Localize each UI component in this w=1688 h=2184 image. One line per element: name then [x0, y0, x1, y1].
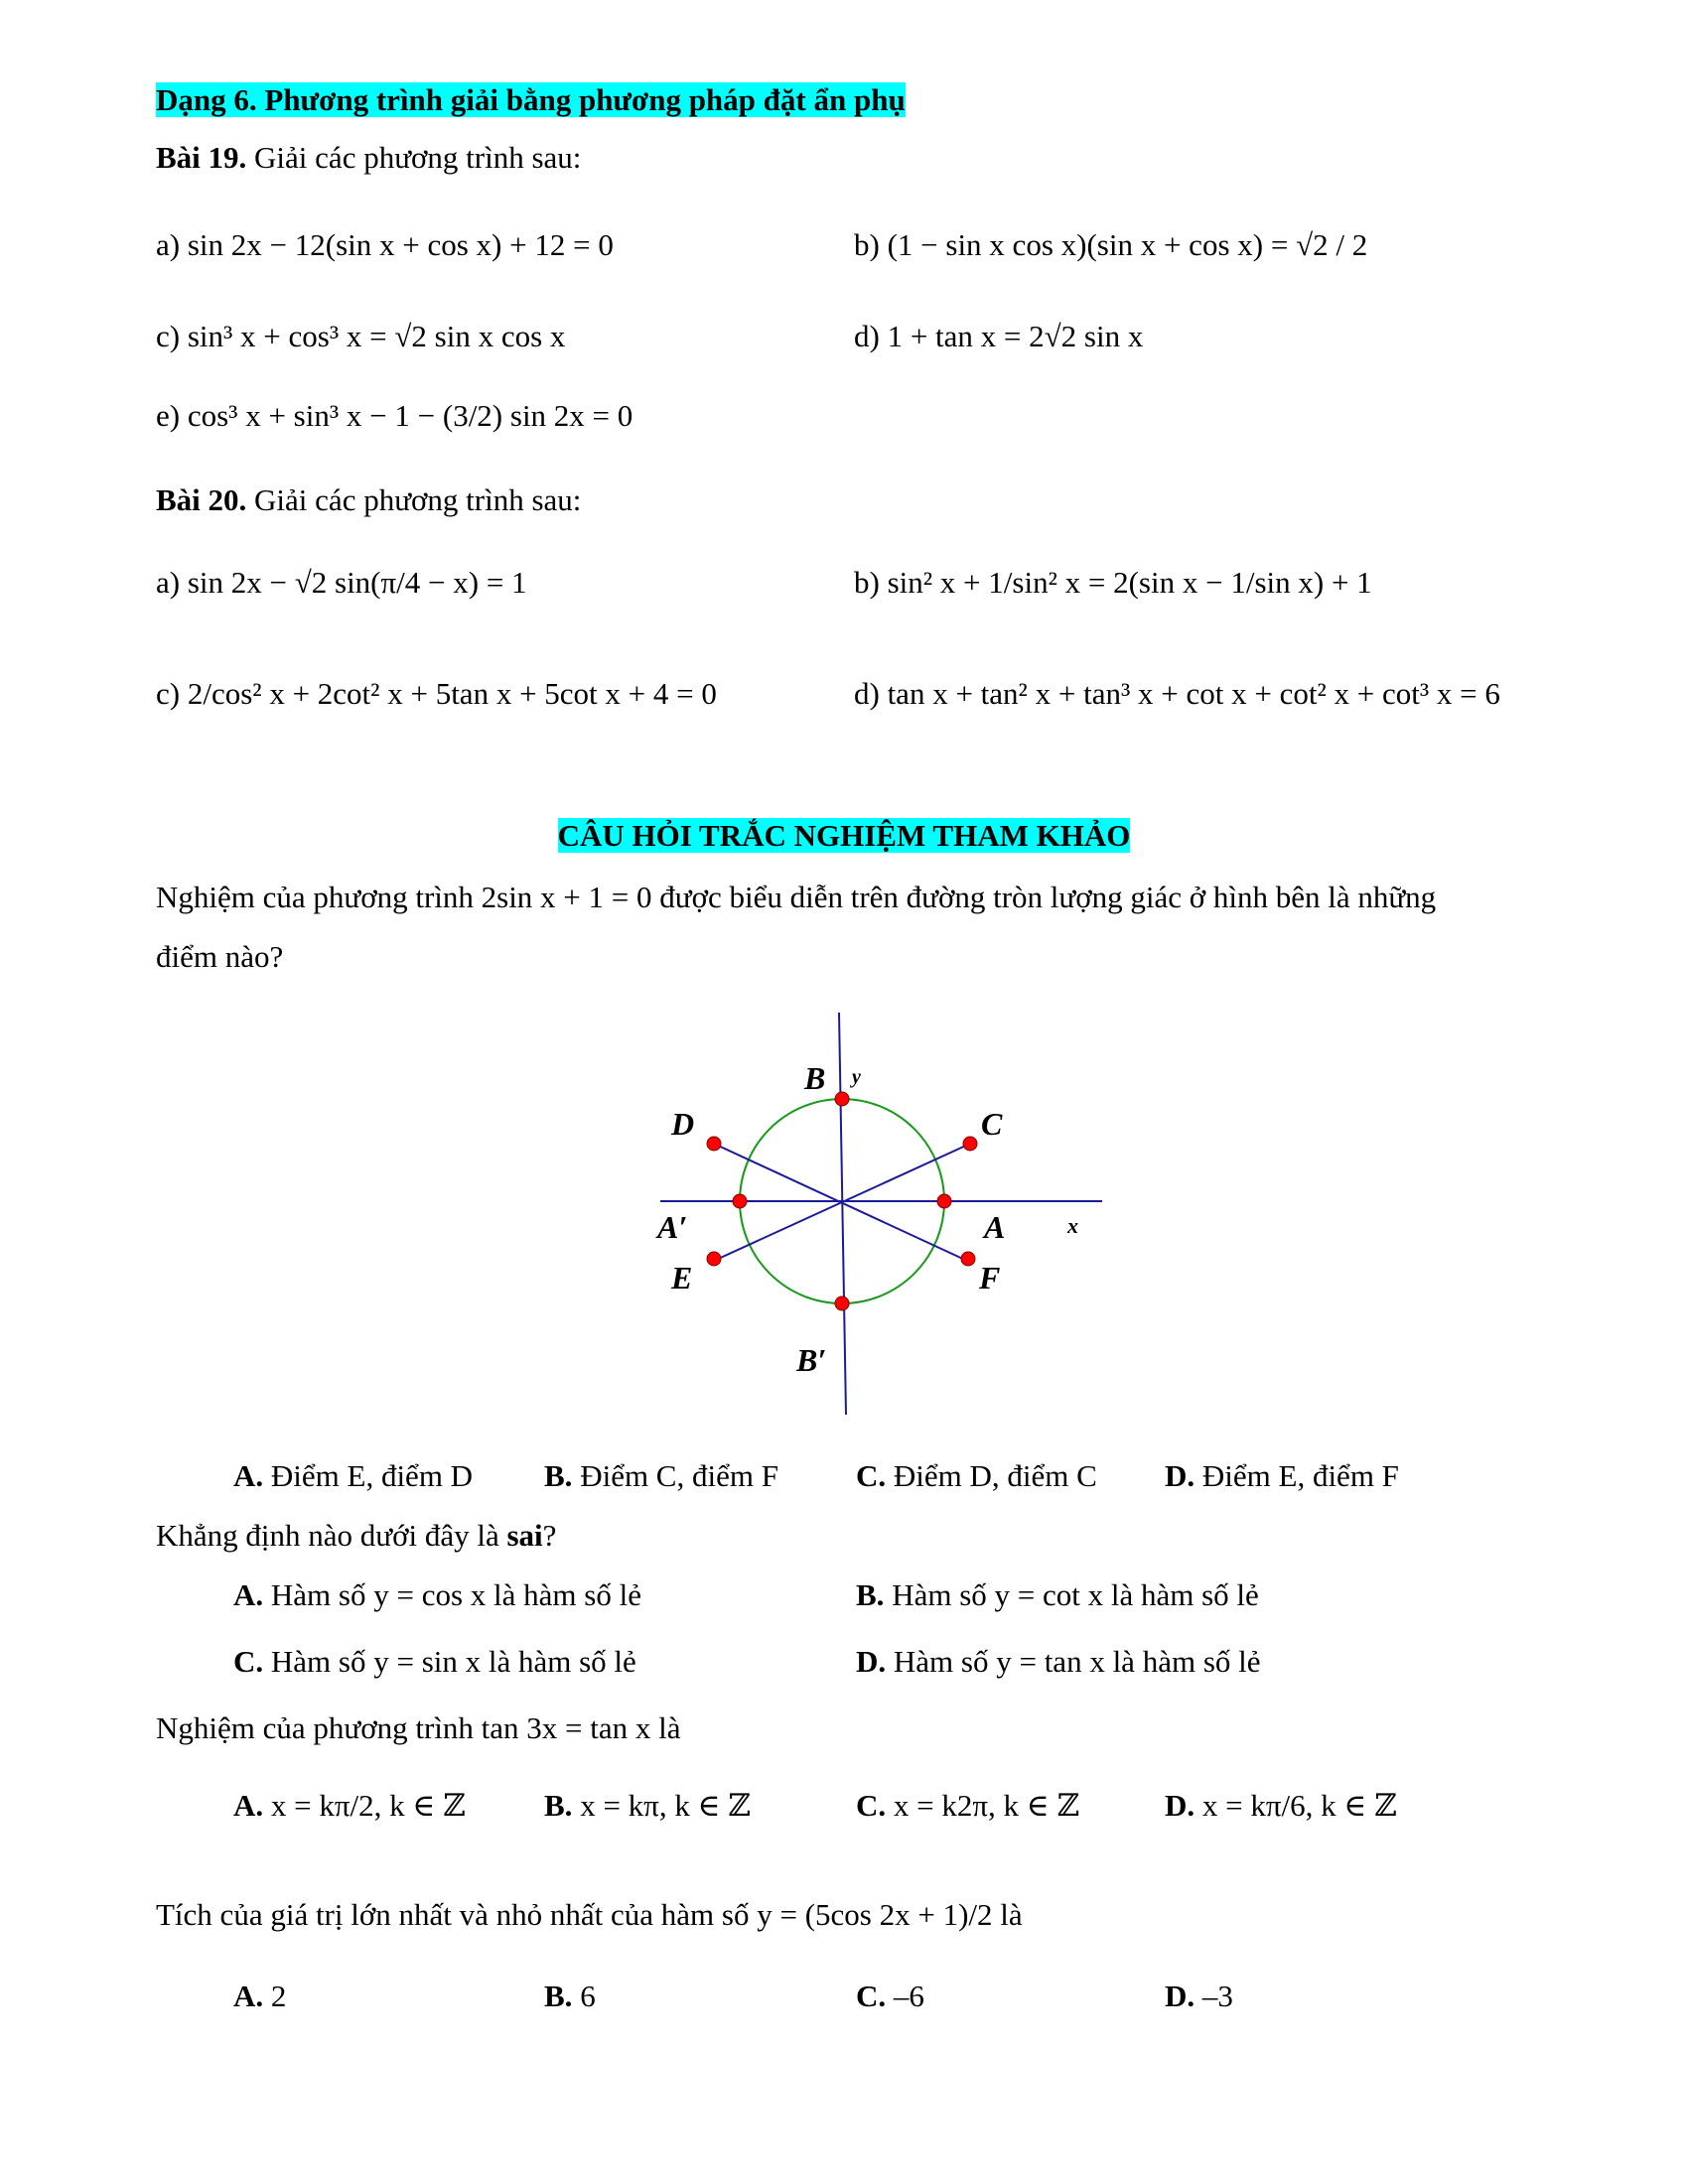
bai20-d: d) tan x + tan² x + tan³ x + cot x + cot² x + cot³ x = 6: [854, 676, 1500, 711]
label-A-prime: A′: [657, 1209, 688, 1245]
q3-option-d[interactable]: D. x = kπ/6, k ∈ ℤ: [1165, 1788, 1397, 1823]
bai20-a: a) sin 2x − √2 sin(π/4 − x) = 1: [156, 565, 527, 600]
q2-option-c[interactable]: C. Hàm số y = sin x là hàm số lẻ: [233, 1644, 636, 1679]
bai19-e: e) cos³ x + sin³ x − 1 − (3/2) sin 2x = 0: [156, 398, 633, 433]
q3-option-a[interactable]: A. x = kπ/2, k ∈ ℤ: [233, 1788, 466, 1823]
q1-option-b[interactable]: B. Điểm C, điểm F: [544, 1458, 778, 1493]
q3-stem: Nghiệm của phương trình tan 3x = tan x là: [156, 1710, 681, 1745]
label-A: A: [984, 1209, 1006, 1245]
bai20-c: c) 2/cos² x + 2cot² x + 5tan x + 5cot x + 4 = 0: [156, 676, 717, 711]
label-E: E: [671, 1260, 693, 1296]
q2-stem: Khẳng định nào dưới đây là sai?: [156, 1518, 557, 1553]
q1-stem-line1: Nghiệm của phương trình 2sin x + 1 = 0 được biểu diễn trên đường tròn lượng giác ở hình bên là những: [156, 880, 1437, 914]
bai19-b: b) (1 − sin x cos x)(sin x + cos x) = √2 / 2: [854, 227, 1368, 262]
bai20-heading: Bài 20. Giải các phương trình sau:: [156, 482, 582, 517]
q4-option-b[interactable]: B. 6: [544, 1979, 596, 2013]
y-axis-line: [839, 1013, 846, 1415]
point-A: [937, 1194, 951, 1208]
bai20-b: b) sin² x + 1/sin² x = 2(sin x − 1/sin x) + 1: [854, 565, 1372, 600]
q2-option-b[interactable]: B. Hàm số y = cot x là hàm số lẻ: [856, 1577, 1259, 1612]
point-F: [961, 1252, 975, 1266]
unit-circle-figure: [635, 1008, 1112, 1425]
label-B-prime: B′: [796, 1342, 827, 1378]
q4-option-a[interactable]: A. 2: [233, 1979, 287, 2013]
section-title: Dạng 6. Phương trình giải bằng phương pháp đặt ẩn phụ: [156, 82, 906, 117]
point-E: [707, 1252, 721, 1266]
label-x: x: [1067, 1213, 1078, 1238]
bai19-a: a) sin 2x − 12(sin x + cos x) + 12 = 0: [156, 227, 614, 262]
q4-option-d[interactable]: D. –3: [1165, 1979, 1233, 2013]
q1-option-d[interactable]: D. Điểm E, điểm F: [1165, 1458, 1399, 1493]
label-D: D: [671, 1106, 695, 1142]
point-A-prime: [733, 1194, 747, 1208]
point-B-prime: [835, 1297, 849, 1310]
point-D: [707, 1137, 721, 1151]
bai19-heading: Bài 19. Giải các phương trình sau:: [156, 140, 582, 175]
q1-option-a[interactable]: A. Điểm E, điểm D: [233, 1458, 474, 1493]
q2-option-d[interactable]: D. Hàm số y = tan x là hàm số lẻ: [856, 1644, 1261, 1679]
q1-option-c[interactable]: C. Điểm D, điểm C: [856, 1458, 1097, 1493]
q4-option-c[interactable]: C. –6: [856, 1979, 924, 2013]
label-C: C: [981, 1106, 1003, 1142]
label-F: F: [979, 1260, 1001, 1296]
bai19-d: d) 1 + tan x = 2√2 sin x: [854, 319, 1144, 353]
q4-stem: Tích của giá trị lớn nhất và nhỏ nhất của hàm số y = (5cos 2x + 1)/2 là: [156, 1897, 1023, 1932]
point-C: [963, 1137, 977, 1151]
mcq-title: CÂU HỎI TRẮC NGHIỆM THAM KHẢO: [557, 818, 1131, 853]
q2-option-a[interactable]: A. Hàm số y = cos x là hàm số lẻ: [233, 1577, 641, 1612]
q3-option-b[interactable]: B. x = kπ, k ∈ ℤ: [544, 1788, 751, 1823]
label-B: B: [804, 1060, 826, 1096]
label-y: y: [852, 1066, 861, 1088]
point-B: [835, 1092, 849, 1106]
bai19-c: c) sin³ x + cos³ x = √2 sin x cos x: [156, 319, 566, 353]
q1-stem-line2: điểm nào?: [156, 939, 284, 974]
q3-option-c[interactable]: C. x = k2π, k ∈ ℤ: [856, 1788, 1080, 1823]
